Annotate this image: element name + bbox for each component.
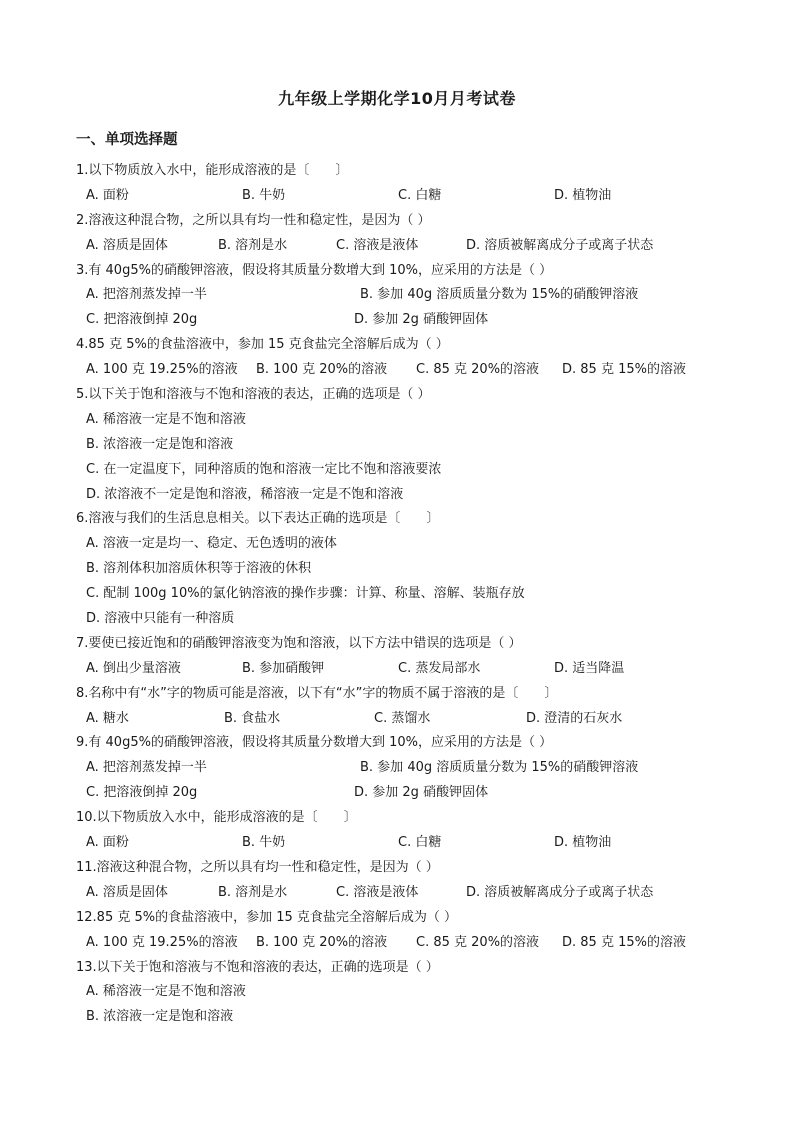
answer-option[interactable]: D. 适当降温 — [554, 660, 625, 676]
question-stem: 1.以下物质放入水中，能形成溶液的是〔 〕 — [76, 163, 349, 178]
answer-option[interactable]: C. 白糖 — [398, 187, 442, 203]
option-line — [76, 657, 736, 682]
option-line — [76, 283, 736, 308]
answer-option[interactable]: A. 稀溶液一定是不饱和溶液 — [86, 984, 246, 1000]
option-line — [76, 781, 736, 806]
answer-option[interactable]: B. 牛奶 — [242, 187, 286, 203]
option-line — [76, 881, 736, 906]
answer-option[interactable]: A. 稀溶液一定是不饱和溶液 — [86, 411, 246, 427]
answer-option[interactable]: D. 浓溶液不一定是饱和溶液，稀溶液一定是不饱和溶液 — [86, 486, 404, 502]
answer-option[interactable]: A. 把溶剂蒸发掉一半 — [86, 760, 207, 776]
option-line — [76, 557, 736, 582]
question-stem: 7.要使已接近饱和的硝酸钾溶液变为饱和溶液，以下方法中错误的选项是（ ） — [76, 635, 522, 651]
answer-option[interactable]: C. 白糖 — [398, 835, 442, 851]
option-line — [76, 234, 736, 259]
answer-option[interactable]: B. 100 克 20%的溶液 — [256, 362, 388, 378]
question-stem: 4.85 克 5%的食盐溶液中，参加 15 克食盐完全溶解后成为（ ） — [76, 337, 449, 353]
answer-option[interactable]: D. 溶质被解离成分子或离子状态 — [466, 884, 654, 900]
option-line — [76, 980, 736, 1005]
answer-option[interactable]: C. 配制 100g 10%的氯化钠溶液的操作步骤：计算、称量、溶解、装瓶存放 — [86, 586, 525, 602]
answer-option[interactable]: D. 溶液中只能有一种溶质 — [86, 611, 235, 627]
answer-option[interactable]: B. 牛奶 — [242, 835, 286, 851]
option-line — [76, 756, 736, 781]
answer-option[interactable]: A. 倒出少量溶液 — [86, 660, 181, 676]
answer-option[interactable]: B. 浓溶液一定是饱和溶液 — [86, 1009, 234, 1025]
answer-option[interactable]: D. 参加 2g 硝酸钾固体 — [354, 785, 489, 801]
option-line — [76, 931, 736, 956]
option-line — [76, 308, 736, 333]
answer-option[interactable]: A. 糖水 — [86, 710, 129, 726]
answer-option[interactable]: B. 参加 40g 溶质质量分数为 15%的硝酸钾溶液 — [360, 287, 639, 303]
answer-option[interactable]: C. 蒸发局部水 — [398, 660, 481, 676]
answer-option[interactable]: B. 参加硝酸钾 — [242, 660, 325, 676]
answer-option[interactable]: B. 溶剂是水 — [218, 884, 288, 900]
option-line — [76, 408, 736, 433]
option-line — [76, 831, 736, 856]
answer-option[interactable]: A. 面粉 — [86, 187, 129, 203]
answer-option[interactable]: B. 参加 40g 溶质质量分数为 15%的硝酸钾溶液 — [360, 760, 639, 776]
answer-option[interactable]: C. 溶液是液体 — [336, 237, 419, 253]
question-stem: 12.85 克 5%的食盐溶液中，参加 15 克食盐完全溶解后成为（ ） — [76, 909, 458, 925]
option-line — [76, 607, 736, 632]
answer-option[interactable]: D. 植物油 — [554, 187, 612, 203]
answer-option[interactable]: D. 澄清的石灰水 — [526, 710, 623, 726]
answer-option[interactable]: B. 100 克 20%的溶液 — [256, 934, 388, 950]
option-line — [76, 358, 736, 383]
answer-option[interactable]: C. 把溶液倒掉 20g — [86, 312, 198, 328]
answer-option[interactable]: A. 100 克 19.25%的溶液 — [86, 362, 238, 378]
question-list — [76, 159, 736, 1030]
question-stem: 11.溶液这种混合物，之所以具有均一性和稳定性，是因为（ ） — [76, 859, 439, 875]
question-stem: 6.溶液与我们的生活息息相关。以下表达正确的选项是〔 〕 — [76, 511, 440, 527]
answer-option[interactable]: B. 溶剂体积加溶质休积等于溶液的休积 — [86, 561, 312, 577]
answer-option[interactable]: D. 溶质被解离成分子或离子状态 — [466, 237, 654, 253]
question-stem: 5.以下关于饱和溶液与不饱和溶液的表达，正确的选项是（ ） — [76, 387, 431, 403]
answer-option[interactable]: A. 溶质是固体 — [86, 884, 168, 900]
answer-option[interactable]: C. 在一定温度下，同种溶质的饱和溶液一定比不饱和溶液要浓 — [86, 461, 442, 477]
option-line — [76, 582, 736, 607]
section-heading: 一、单项选择题 — [76, 132, 178, 148]
answer-option[interactable]: B. 溶剂是水 — [218, 237, 288, 253]
question-stem: 10.以下物质放入水中，能形成溶液的是〔 〕 — [76, 810, 357, 826]
question-stem: 13.以下关于饱和溶液与不饱和溶液的表达，正确的选项是（ ） — [76, 959, 439, 975]
option-line — [76, 433, 736, 458]
answer-option[interactable]: D. 85 克 15%的溶液 — [562, 934, 686, 950]
answer-option[interactable]: B. 食盐水 — [224, 710, 281, 726]
answer-option[interactable]: A. 溶液一定是均一、稳定、无色透明的液体 — [86, 536, 337, 552]
question-stem: 3.有 40g5%的硝酸钾溶液，假设将其质量分数增大到 10%，应采用的方法是（ ） — [76, 262, 553, 278]
option-line — [76, 707, 736, 732]
question-stem: 2.溶液这种混合物，之所以具有均一性和稳定性，是因为（ ） — [76, 212, 431, 228]
answer-option[interactable]: C. 把溶液倒掉 20g — [86, 785, 198, 801]
answer-option[interactable]: D. 植物油 — [554, 835, 612, 851]
answer-option[interactable]: D. 85 克 15%的溶液 — [562, 362, 686, 378]
answer-option[interactable]: B. 浓溶液一定是饱和溶液 — [86, 436, 234, 452]
answer-option[interactable]: C. 溶液是液体 — [336, 884, 419, 900]
option-line — [76, 483, 736, 508]
answer-option[interactable]: A. 面粉 — [86, 835, 129, 851]
question-stem: 8.名称中有“水”字的物质可能是溶液，以下有“水”字的物质不属于溶液的是〔 〕 — [76, 685, 558, 701]
answer-option[interactable]: D. 参加 2g 硝酸钾固体 — [354, 312, 489, 328]
answer-option[interactable]: C. 85 克 20%的溶液 — [416, 934, 540, 950]
option-line — [76, 1005, 736, 1030]
page-title: 九年级上学期化学10月月考试卷 — [278, 89, 516, 108]
answer-option[interactable]: C. 85 克 20%的溶液 — [416, 362, 540, 378]
option-line — [76, 532, 736, 557]
answer-option[interactable]: A. 溶质是固体 — [86, 237, 168, 253]
option-line — [76, 184, 736, 209]
answer-option[interactable]: A. 把溶剂蒸发掉一半 — [86, 287, 207, 303]
answer-option[interactable]: A. 100 克 19.25%的溶液 — [86, 934, 238, 950]
question-stem: 9.有 40g5%的硝酸钾溶液，假设将其质量分数增大到 10%，应采用的方法是（ ） — [76, 735, 553, 751]
option-line — [76, 458, 736, 483]
answer-option[interactable]: C. 蒸馏水 — [374, 710, 431, 726]
